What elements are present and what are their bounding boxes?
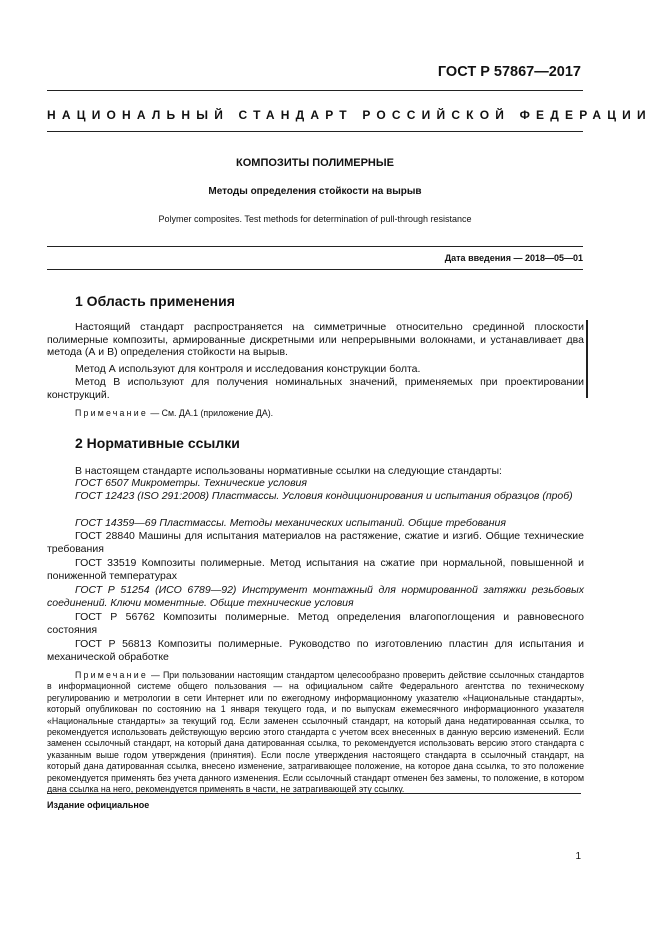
reference-item: ГОСТ Р 56813 Композиты полимерные. Руководство по изготовлению пластин для испытания и механической обработке: [47, 638, 584, 663]
footer-rule: [47, 793, 581, 794]
gost-number: ГОСТ Р 57867—2017: [437, 64, 581, 80]
document-title: КОМПОЗИТЫ ПОЛИМЕРНЫЕ: [236, 157, 394, 169]
note-label: Примечание: [75, 408, 148, 418]
banner-rule: [47, 131, 583, 132]
section-1-paragraph-2: Метод А используют для контроля и исследования конструкции болта.: [75, 363, 421, 375]
section-2-note: [47, 670, 584, 795]
reference-item: ГОСТ 12423 (ISO 291:2008) Пластмассы. Условия кондиционирования и испытания образцов (проб): [75, 490, 573, 502]
section-1-heading: 1 Область применения: [75, 293, 235, 309]
note-label: Примечание: [75, 670, 148, 680]
english-title: Polymer composites. Test methods for determination of pull-through resistance: [158, 214, 472, 224]
date-rule: [47, 246, 583, 247]
top-rule: [47, 90, 583, 91]
reference-item: ГОСТ Р 51254 (ИСО 6789—92) Инструмент монтажный для нормированной затяжки резьбовых соединений. Ключи моментные. Общие технические условия: [47, 584, 584, 609]
section-1-paragraph-1: Настоящий стандарт распространяется на симметричные относительно срединной плоскости полимерные композиты, армированные дискретными или непрерывными волокнами, и устанавливает два метода (А и В) определения стойкости на вырыв.: [47, 321, 584, 359]
change-bar: [586, 320, 588, 398]
date-rule-bottom: [47, 269, 583, 270]
official-edition-label: Издание официальное: [47, 800, 150, 810]
reference-item: ГОСТ 14359—69 Пластмассы. Методы механических испытаний. Общие требования: [75, 517, 506, 529]
national-standard-banner: НАЦИОНАЛЬНЫЙ СТАНДАРТ РОССИЙСКОЙ ФЕДЕРАЦИИ: [47, 108, 652, 122]
section-2-heading: 2 Нормативные ссылки: [75, 435, 240, 451]
introduction-date: Дата введения — 2018—05—01: [444, 253, 583, 263]
section-2-intro: В настоящем стандарте использованы нормативные ссылки на следующие стандарты:: [75, 465, 502, 477]
reference-item: ГОСТ 6507 Микрометры. Технические условия: [75, 477, 308, 489]
reference-item: ГОСТ 33519 Композиты полимерные. Метод испытания на сжатие при нормальной, повышенной и пониженной температурах: [47, 557, 584, 582]
note-text: — При пользовании настоящим стандартом целесообразно проверить действие ссылочных стандартов в информационной системе общего пользования — на официальном сайте Федерального агентства по техническому регулированию и метрологии в сети Интернет или по ежегодному информационному указателю «Национальные стандарты», который опубликован по состоянию на 1 января текущего года, и по выпускам ежемесячного информационного указателя «Национальные стандарты» за текущий год. Если заменен ссылочный стандарт, на который дана недатированная ссылка, то рекомендуется использовать действующую версию этого стандарта с учетом всех внесенных в данную версию изменений. Если заменен ссылочный стандарт, на который дана датированная ссылка, то рекомендуется использовать версию этого стандарта с указанным выше годом утверждения (принятия). Если после утверждения настоящего стандарта в ссылочный стандарт, на который дана датированная ссылка, внесено изменение, затрагивающее положение, на которое дана ссылка, то это положение рекомендуется применять без учета данного изменения. Если ссылочный стандарт отменен без замены, то положение, в котором дана ссылка на него, рекомендуется применять в части, не затрагивающей эту ссылку.: [47, 670, 584, 795]
section-1-note: [47, 408, 584, 419]
reference-item: ГОСТ 28840 Машины для испытания материалов на растяжение, сжатие и изгиб. Общие технические требования: [47, 530, 584, 555]
page-number: 1: [575, 851, 581, 862]
document-subtitle: Методы определения стойкости на вырыв: [208, 186, 422, 197]
section-1-paragraph-3: Метод В используют для получения номинальных значений, применяемых при проектировании конструкций.: [47, 376, 584, 401]
reference-item: ГОСТ Р 56762 Композиты полимерные. Метод определения влагопоглощения и равновесного состояния: [47, 611, 584, 636]
note-text: — См. ДА.1 (приложение ДА).: [147, 408, 274, 418]
